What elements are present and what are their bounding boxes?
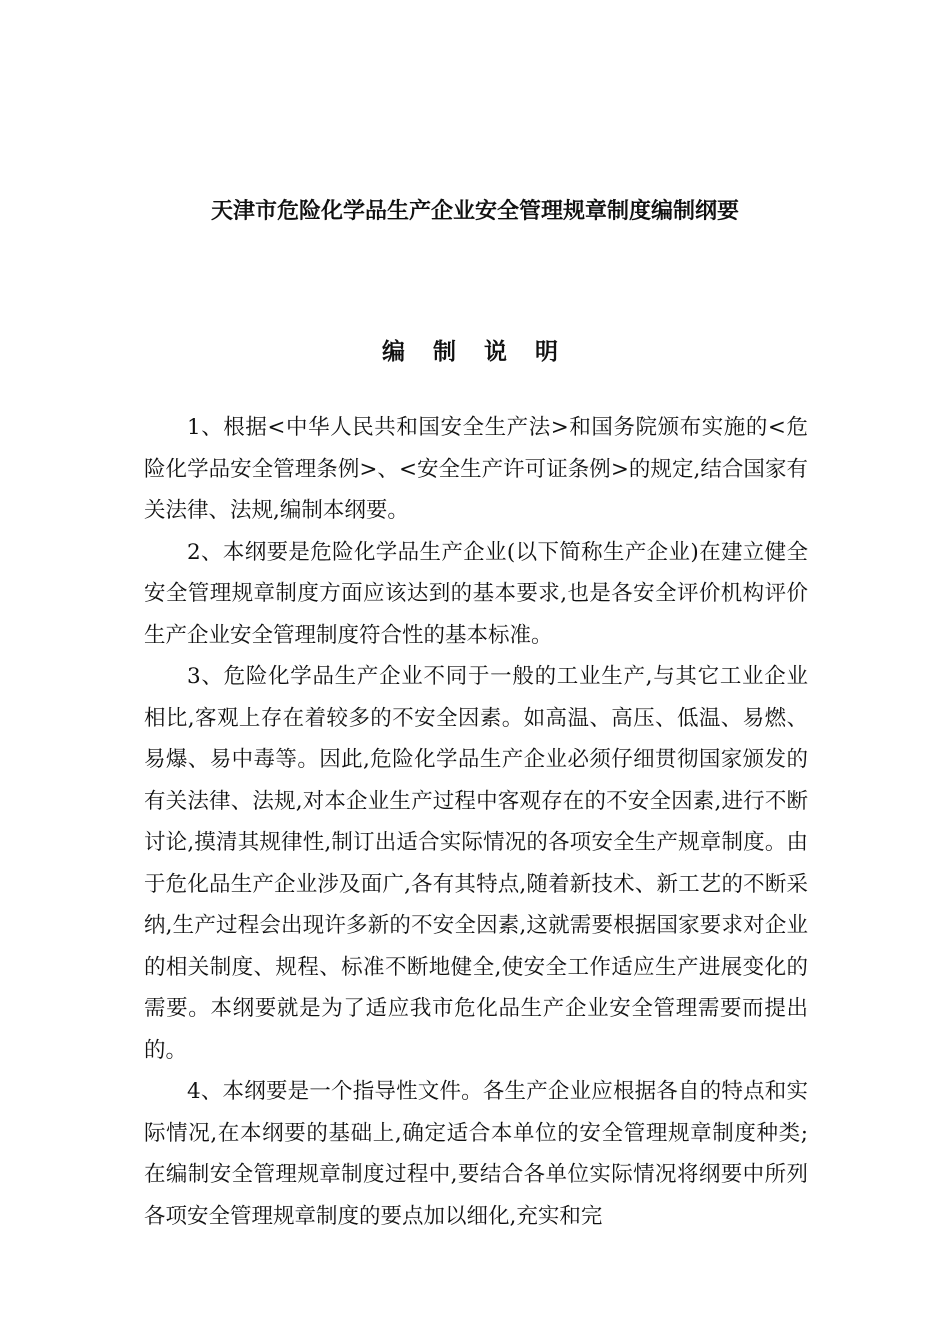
paragraph-3: 3、危险化学品生产企业不同于一般的工业生产,与其它工业企业相比,客观上存在着较多的不安全因素。如高温、高压、低温、易燃、易爆、易中毒等。因此,危险化学品生产企业必须仔细贯彻国家颁发的有关法律、法规,对本企业生产过程中客观存在的不安全因素,进行不断讨论,摸清其规律性,制订出适合实际情况的各项安全生产规章制度。由于危化品生产企业涉及面广,各有其特点,随着新技术、新工艺的不断采纳,生产过程会出现许多新的不安全因素,这就需要根据国家要求对企业的相关制度、规程、标准不断地健全,使安全工作适应生产进展变化的需要。本纲要就是为了适应我市危化品生产企业安全管理需要而提出的。 <box>144 664 808 1063</box>
document-title: 天津市危险化学品生产企业安全管理规章制度编制纲要 <box>210 199 739 224</box>
paragraph-1: 1、根据<中华人民共和国安全生产法>和国务院颁布实施的<危险化学品安全管理条例>、<安全生产许可证条例>的规定,结合国家有关法律、法规,编制本纲要。 <box>144 415 808 523</box>
section-heading: 编 制 说 明 <box>381 338 569 365</box>
document-body <box>144 407 808 1237</box>
paragraph-2: 2、本纲要是危险化学品生产企业(以下简称生产企业)在建立健全安全管理规章制度方面应该达到的基本要求,也是各安全评价机构评价生产企业安全管理制度符合性的基本标准。 <box>144 539 808 648</box>
paragraph-4: 4、本纲要是一个指导性文件。各生产企业应根据各自的特点和实际情况,在本纲要的基础上,确定适合本单位的安全管理规章制度种类;在编制安全管理规章制度过程中,要结合各单位实际情况将纲要中所列各项安全管理规章制度的要点加以细化,充实和完 <box>144 1079 808 1229</box>
